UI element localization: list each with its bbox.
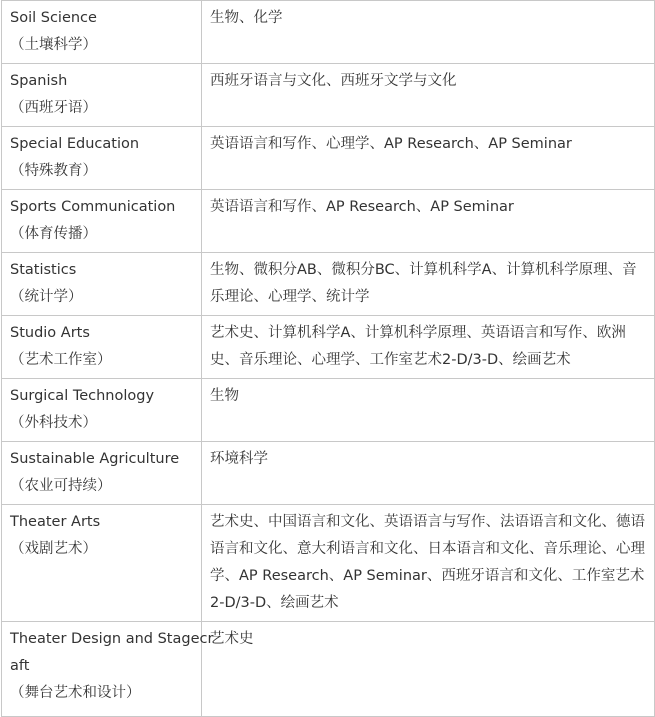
- ap-courses-cell: 西班牙语言与文化、西班牙文学与文化: [202, 64, 655, 127]
- major-chinese-name: （农业可持续）: [10, 478, 112, 494]
- major-english-name: Soil Science: [10, 10, 97, 26]
- major-cell: [2, 622, 214, 717]
- table-row: [2, 64, 655, 127]
- major-cell: [2, 505, 202, 622]
- major-cell: [2, 1, 202, 64]
- table-row: [2, 253, 655, 316]
- table-row: [2, 622, 655, 717]
- ap-courses-cell: 英语语言和写作、AP Research、AP Seminar: [202, 190, 655, 253]
- major-cell: [2, 442, 202, 505]
- ap-courses-cell: 英语语言和写作、心理学、AP Research、AP Seminar: [202, 127, 655, 190]
- ap-courses-cell: 生物、化学: [202, 1, 655, 64]
- major-english-name: Special Education: [10, 136, 140, 152]
- majors-table: [1, 0, 655, 717]
- major-english-name: Studio Arts: [10, 325, 90, 341]
- major-cell: [2, 127, 202, 190]
- table-row: [2, 442, 655, 505]
- major-english-name: Spanish: [10, 73, 68, 89]
- major-cell: [2, 379, 202, 442]
- major-english-name: Sports Communication: [10, 199, 176, 215]
- major-english-name: Sustainable Agriculture: [10, 451, 180, 467]
- major-cell: [2, 253, 202, 316]
- major-english-name: Theater Arts: [10, 514, 101, 530]
- table-row: [2, 1, 655, 64]
- ap-courses-cell: 艺术史、中国语言和文化、英语语言与写作、法语语言和文化、德语语言和文化、意大利语言和文化、日本语言和文化、音乐理论、心理学、AP Research、AP Seminar、西班牙语言和文化、工作室艺术2-D/3-D、绘画艺术: [202, 505, 655, 622]
- major-chinese-name: （土壤科学）: [10, 37, 97, 53]
- major-chinese-name: （艺术工作室）: [10, 352, 112, 368]
- ap-courses-cell: 生物: [202, 379, 655, 442]
- major-chinese-name: （外科技术）: [10, 415, 97, 431]
- ap-courses-cell: 生物、微积分AB、微积分BC、计算机科学A、计算机科学原理、音乐理论、心理学、统计学: [202, 253, 655, 316]
- major-cell: [2, 190, 202, 253]
- major-cell: [2, 64, 202, 127]
- table-row: [2, 505, 655, 622]
- major-chinese-name: （特殊教育）: [10, 163, 97, 179]
- major-chinese-name: （体育传播）: [10, 226, 97, 242]
- major-chinese-name: （舞台艺术和设计）: [10, 685, 141, 701]
- major-english-name: Surgical Technology: [10, 388, 155, 404]
- table-row: [2, 190, 655, 253]
- ap-courses-cell: 环境科学: [202, 442, 655, 505]
- major-cell: [2, 316, 202, 379]
- table-row: [2, 316, 655, 379]
- major-english-name: Statistics: [10, 262, 77, 278]
- major-chinese-name: （西班牙语）: [10, 100, 97, 116]
- major-chinese-name: （戏剧艺术）: [10, 541, 97, 557]
- major-chinese-name: （统计学）: [10, 289, 83, 305]
- table-row: [2, 127, 655, 190]
- ap-courses-cell: 艺术史、计算机科学A、计算机科学原理、英语语言和写作、欧洲史、音乐理论、心理学、工作室艺术2-D/3-D、绘画艺术: [202, 316, 655, 379]
- major-english-name: Theater Design and Stagecr: [10, 631, 214, 647]
- ap-courses-cell: 艺术史: [202, 622, 655, 717]
- table-row: [2, 379, 655, 442]
- major-english-name-continued: aft: [10, 658, 30, 674]
